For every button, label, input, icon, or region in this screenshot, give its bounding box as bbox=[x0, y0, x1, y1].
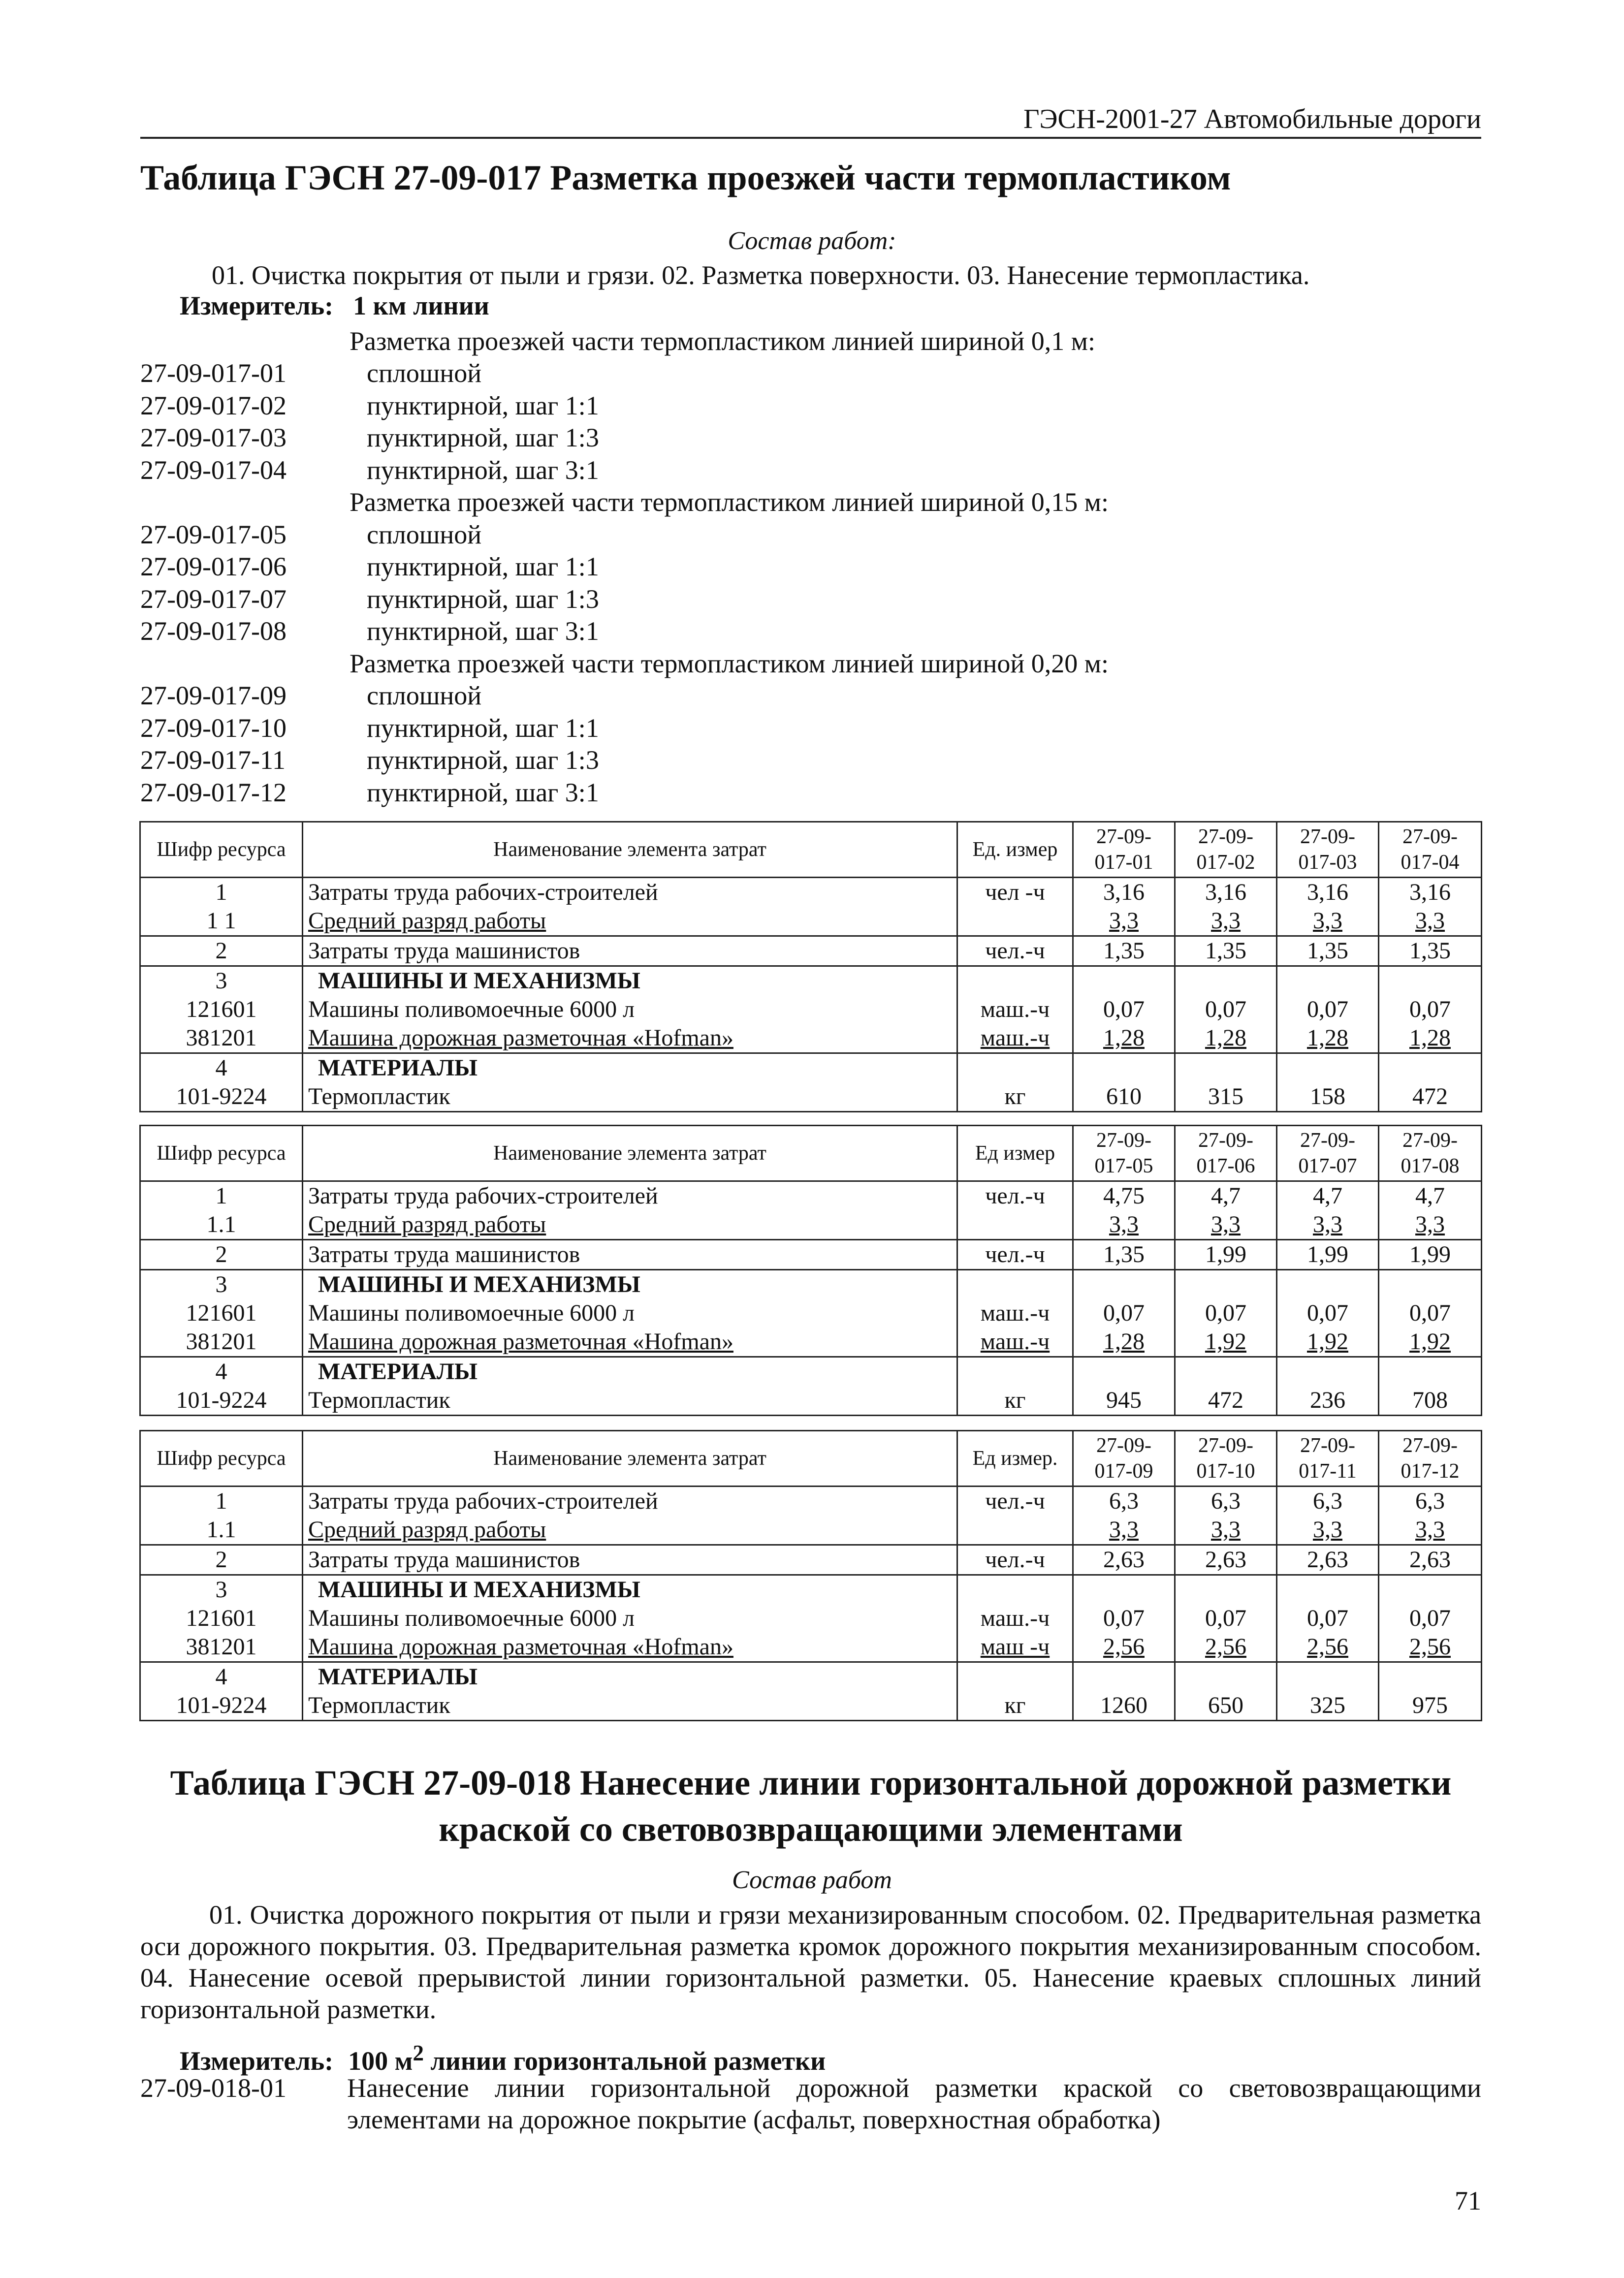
cell-cipher: 3 bbox=[140, 966, 303, 996]
cell-value: 3,3 bbox=[1277, 907, 1379, 936]
cell-value: 1,99 bbox=[1277, 1240, 1379, 1270]
cell-value bbox=[1175, 1575, 1277, 1605]
cell-value: 2,56 bbox=[1175, 1633, 1277, 1662]
cell-value: 1,35 bbox=[1073, 1240, 1175, 1270]
cell-value bbox=[1379, 1053, 1482, 1083]
cell-value: 236 bbox=[1277, 1386, 1379, 1416]
cell-value bbox=[1175, 966, 1277, 996]
cell-value bbox=[1379, 1662, 1482, 1692]
cell-value: 315 bbox=[1175, 1082, 1277, 1112]
cell-cipher: 1 bbox=[140, 878, 303, 907]
norm-group-heading bbox=[140, 325, 1479, 357]
cell-value: 3,3 bbox=[1175, 1516, 1277, 1545]
cell-value: 0,07 bbox=[1175, 995, 1277, 1024]
cell-value: 2,63 bbox=[1073, 1545, 1175, 1575]
cell-unit bbox=[957, 1516, 1073, 1545]
cell-value: 0,07 bbox=[1175, 1299, 1277, 1328]
cell-value: 3,16 bbox=[1175, 878, 1277, 907]
cell-value: 3,3 bbox=[1175, 907, 1277, 936]
table-row bbox=[140, 1024, 1482, 1053]
norm-code-row bbox=[140, 615, 1479, 648]
cell-value: 2,63 bbox=[1379, 1545, 1482, 1575]
cell-value: 4,7 bbox=[1379, 1181, 1482, 1211]
table-row bbox=[140, 1299, 1482, 1328]
table-row bbox=[140, 1516, 1482, 1545]
table-row bbox=[140, 1386, 1482, 1416]
table-row bbox=[140, 1210, 1482, 1240]
cell-value bbox=[1277, 1662, 1379, 1692]
norm-code: 27-09-017-04 bbox=[140, 455, 287, 485]
cell-value: 1,28 bbox=[1073, 1328, 1175, 1357]
cell-cipher: 3 bbox=[140, 1270, 303, 1299]
cell-value: 3,16 bbox=[1073, 878, 1175, 907]
cell-cipher: 2 bbox=[140, 1545, 303, 1575]
works-heading-2: Состав работ bbox=[732, 1866, 892, 1894]
cell-value: 3,3 bbox=[1379, 1516, 1482, 1545]
cell-cipher: 1.1 bbox=[140, 1210, 303, 1240]
cell-value bbox=[1379, 966, 1482, 996]
cell-name: Средний разряд работы bbox=[303, 1516, 957, 1545]
cell-value: 1,92 bbox=[1379, 1328, 1482, 1357]
norm-description: сплошной bbox=[367, 358, 482, 388]
cell-value: 0,07 bbox=[1379, 995, 1482, 1024]
cell-name: Затраты труда рабочих-строителей bbox=[303, 878, 957, 907]
cell-cipher: 2 bbox=[140, 936, 303, 966]
cell-value: 3,16 bbox=[1277, 878, 1379, 907]
measure-label-2: Измеритель: bbox=[180, 2046, 334, 2076]
cell-value: 1,35 bbox=[1073, 936, 1175, 966]
cell-unit: чел.-ч bbox=[957, 1181, 1073, 1211]
table-row bbox=[140, 1691, 1482, 1721]
cell-value bbox=[1073, 1270, 1175, 1299]
table-row bbox=[140, 995, 1482, 1024]
header-norm-code: 27-09- 017-04 bbox=[1379, 822, 1482, 878]
table-row bbox=[140, 1575, 1482, 1605]
cell-name: МАШИНЫ И МЕХАНИЗМЫ bbox=[303, 1575, 957, 1605]
cell-value: 0,07 bbox=[1277, 1604, 1379, 1633]
header-unit: Ед. измер bbox=[957, 822, 1073, 878]
cell-value bbox=[1073, 1357, 1175, 1387]
cell-value: 0,07 bbox=[1073, 1299, 1175, 1328]
page-number: 71 bbox=[1455, 2186, 1481, 2215]
norm-group-heading bbox=[140, 486, 1479, 519]
cell-unit: маш -ч bbox=[957, 1633, 1073, 1662]
cell-value bbox=[1379, 1575, 1482, 1605]
cell-cipher: 101-9224 bbox=[140, 1691, 303, 1721]
header-norm-code: 27-09- 017-02 bbox=[1175, 822, 1277, 878]
cell-value: 0,07 bbox=[1175, 1604, 1277, 1633]
cell-name: Машина дорожная разметочная «Hofman» bbox=[303, 1633, 957, 1662]
header-norm-code: 27-09- 017-06 bbox=[1175, 1126, 1277, 1181]
cell-unit bbox=[957, 1270, 1073, 1299]
table-header-row bbox=[140, 822, 1482, 878]
table-row bbox=[140, 966, 1482, 996]
table-title-27-09-017: Таблица ГЭСН 27-09-017 Разметка проезжей части термопластиком bbox=[140, 158, 1231, 197]
cell-value: 472 bbox=[1175, 1386, 1277, 1416]
cell-value: 0,07 bbox=[1379, 1604, 1482, 1633]
cell-name: Машины поливомоечные 6000 л bbox=[303, 1604, 957, 1633]
table-row bbox=[140, 936, 1482, 966]
cell-value bbox=[1277, 1053, 1379, 1083]
resource-table-3 bbox=[139, 1430, 1482, 1721]
cell-name: Средний разряд работы bbox=[303, 907, 957, 936]
table-title-27-09-018: Таблица ГЭСН 27-09-018 Нанесение линии горизонтальной дорожной разметки краской со световозвращающими элементами bbox=[170, 1763, 1452, 1849]
cell-unit bbox=[957, 907, 1073, 936]
norm-description: пунктирной, шаг 1:1 bbox=[367, 552, 599, 582]
norm-code-row bbox=[140, 389, 1479, 422]
norm-code-row bbox=[140, 454, 1479, 486]
header-unit: Ед измер bbox=[957, 1126, 1073, 1181]
norm-code: 27-09-017-01 bbox=[140, 358, 287, 388]
header-cipher: Шифр ресурса bbox=[140, 1431, 303, 1487]
cell-name: Машины поливомоечные 6000 л bbox=[303, 995, 957, 1024]
norm-code: 27-09-017-06 bbox=[140, 552, 287, 582]
norm-code: 27-09-017-02 bbox=[140, 390, 287, 420]
norm-description: сплошной bbox=[367, 519, 482, 549]
norm-code: 27-09-017-11 bbox=[140, 745, 286, 775]
norm-item-27-09-018-01 bbox=[140, 2072, 1481, 2135]
cell-name: МАШИНЫ И МЕХАНИЗМЫ bbox=[303, 966, 957, 996]
norm-description: пунктирной, шаг 3:1 bbox=[367, 616, 599, 646]
cell-unit: кг bbox=[957, 1386, 1073, 1416]
cell-name: Термопластик bbox=[303, 1386, 957, 1416]
cell-value: 0,07 bbox=[1073, 995, 1175, 1024]
cell-value: 3,3 bbox=[1277, 1516, 1379, 1545]
header-norm-code: 27-09- 017-09 bbox=[1073, 1431, 1175, 1487]
cell-value bbox=[1175, 1053, 1277, 1083]
cell-value: 3,3 bbox=[1379, 1210, 1482, 1240]
table-header-row bbox=[140, 1126, 1482, 1181]
cell-value: 0,07 bbox=[1277, 1299, 1379, 1328]
norm-code-row bbox=[140, 583, 1479, 615]
table-row bbox=[140, 1662, 1482, 1692]
cell-value: 1,35 bbox=[1379, 936, 1482, 966]
cell-cipher: 101-9224 bbox=[140, 1386, 303, 1416]
cell-unit: кг bbox=[957, 1082, 1073, 1112]
cell-cipher: 381201 bbox=[140, 1328, 303, 1357]
cell-cipher: 1 bbox=[140, 1181, 303, 1211]
norm-description: Нанесение линии горизонтальной дорожной разметки краской со световозвращающими элементами на дорожное покрытие (асфальт, поверхностная обработка) bbox=[347, 2073, 1481, 2134]
cell-value: 1,92 bbox=[1175, 1328, 1277, 1357]
cell-value bbox=[1379, 1270, 1482, 1299]
norm-code-row bbox=[140, 551, 1479, 583]
norm-code-row bbox=[140, 712, 1479, 744]
cell-value bbox=[1175, 1270, 1277, 1299]
cell-value bbox=[1277, 1357, 1379, 1387]
cell-unit: чел -ч bbox=[957, 878, 1073, 907]
header-norm-code: 27-09- 017-05 bbox=[1073, 1126, 1175, 1181]
cell-value bbox=[1073, 966, 1175, 996]
cell-unit bbox=[957, 1357, 1073, 1387]
norm-code-row bbox=[140, 680, 1479, 712]
cell-value: 610 bbox=[1073, 1082, 1175, 1112]
header-norm-code: 27-09- 017-01 bbox=[1073, 822, 1175, 878]
cell-value: 2,56 bbox=[1277, 1633, 1379, 1662]
works-description: 01. Очистка покрытия от пыли и грязи. 02. Разметка поверхности. 03. Нанесение термопластика. bbox=[212, 260, 1310, 290]
cell-unit: маш.-ч bbox=[957, 1024, 1073, 1053]
works-heading: Состав работ: bbox=[728, 227, 896, 255]
cell-cipher: 4 bbox=[140, 1053, 303, 1083]
cell-value bbox=[1175, 1357, 1277, 1387]
cell-cipher: 121601 bbox=[140, 995, 303, 1024]
cell-value: 472 bbox=[1379, 1082, 1482, 1112]
cell-value: 2,63 bbox=[1175, 1545, 1277, 1575]
table-row bbox=[140, 1328, 1482, 1357]
cell-value: 650 bbox=[1175, 1691, 1277, 1721]
cell-value: 0,07 bbox=[1073, 1604, 1175, 1633]
header-cipher: Шифр ресурса bbox=[140, 1126, 303, 1181]
norm-description: пунктирной, шаг 3:1 bbox=[367, 777, 599, 807]
cell-name: Термопластик bbox=[303, 1691, 957, 1721]
table-row bbox=[140, 1633, 1482, 1662]
table-row bbox=[140, 1604, 1482, 1633]
header-unit: Ед измер. bbox=[957, 1431, 1073, 1487]
cell-unit: чел.-ч bbox=[957, 1545, 1073, 1575]
norm-group-heading bbox=[140, 647, 1479, 680]
cell-unit: маш.-ч bbox=[957, 995, 1073, 1024]
norm-description: пунктирной, шаг 3:1 bbox=[367, 455, 599, 485]
cell-value: 0,07 bbox=[1379, 1299, 1482, 1328]
cell-unit: кг bbox=[957, 1691, 1073, 1721]
cell-value: 1,28 bbox=[1277, 1024, 1379, 1053]
measure-value-2: 100 $м^2$ линии горизонтальной разметки bbox=[348, 2041, 826, 2076]
header-norm-code: 27-09- 017-12 bbox=[1379, 1431, 1482, 1487]
norm-code: 27-09-017-10 bbox=[140, 713, 287, 743]
cell-value: 1,99 bbox=[1379, 1240, 1482, 1270]
cell-unit: чел.-ч bbox=[957, 936, 1073, 966]
header-name: Наименование элемента затрат bbox=[303, 1126, 957, 1181]
cell-unit: маш.-ч bbox=[957, 1604, 1073, 1633]
cell-value: 1,28 bbox=[1073, 1024, 1175, 1053]
cell-cipher: 4 bbox=[140, 1357, 303, 1387]
cell-name: Затраты труда машинистов bbox=[303, 1545, 957, 1575]
table-row bbox=[140, 907, 1482, 936]
header-name: Наименование элемента затрат bbox=[303, 1431, 957, 1487]
cell-unit: маш.-ч bbox=[957, 1299, 1073, 1328]
norm-description: пунктирной, шаг 1:3 bbox=[367, 745, 599, 775]
resource-table-2 bbox=[139, 1125, 1482, 1416]
table-row bbox=[140, 1487, 1482, 1516]
table-row bbox=[140, 878, 1482, 907]
cell-value: 4,75 bbox=[1073, 1181, 1175, 1211]
cell-value bbox=[1277, 1270, 1379, 1299]
cell-name: Средний разряд работы bbox=[303, 1210, 957, 1240]
cell-cipher: 3 bbox=[140, 1575, 303, 1605]
cell-cipher: 381201 bbox=[140, 1633, 303, 1662]
cell-name: МАШИНЫ И МЕХАНИЗМЫ bbox=[303, 1270, 957, 1299]
cell-name: Затраты труда рабочих-строителей bbox=[303, 1487, 957, 1516]
norm-code: 27-09-017-12 bbox=[140, 777, 287, 807]
cell-cipher: 101-9224 bbox=[140, 1082, 303, 1112]
norm-code: 27-09-017-03 bbox=[140, 423, 287, 453]
cell-name: Затраты труда машинистов bbox=[303, 936, 957, 966]
table-row bbox=[140, 1082, 1482, 1112]
cell-name: Машины поливомоечные 6000 л bbox=[303, 1299, 957, 1328]
norm-description: пунктирной, шаг 1:3 bbox=[367, 423, 599, 453]
running-header: ГЭСН-2001-27 Автомобильные дороги bbox=[1023, 104, 1481, 134]
cell-unit: маш.-ч bbox=[957, 1328, 1073, 1357]
table-row bbox=[140, 1181, 1482, 1211]
norm-code-row bbox=[140, 357, 1479, 390]
cell-unit bbox=[957, 1053, 1073, 1083]
group-heading-text: Разметка проезжей части термопластиком линией шириной 0,20 м: bbox=[350, 648, 1109, 678]
cell-cipher: 1 bbox=[140, 1487, 303, 1516]
cell-cipher: 4 bbox=[140, 1662, 303, 1692]
cell-value: 325 bbox=[1277, 1691, 1379, 1721]
cell-value: 2,56 bbox=[1379, 1633, 1482, 1662]
cell-value: 3,16 bbox=[1379, 878, 1482, 907]
measure-value: 1 км линии bbox=[353, 291, 489, 320]
header-name: Наименование элемента затрат bbox=[303, 822, 957, 878]
cell-value: 2,63 bbox=[1277, 1545, 1379, 1575]
norm-code: 27-09-017-08 bbox=[140, 616, 287, 646]
cell-name: Машина дорожная разметочная «Hofman» bbox=[303, 1024, 957, 1053]
cell-value: 1,35 bbox=[1175, 936, 1277, 966]
cell-value: 3,3 bbox=[1073, 1516, 1175, 1545]
cell-value: 6,3 bbox=[1073, 1487, 1175, 1516]
header-norm-code: 27-09- 017-08 bbox=[1379, 1126, 1482, 1181]
cell-value: 1,28 bbox=[1379, 1024, 1482, 1053]
group-heading-text: Разметка проезжей части термопластиком линией шириной 0,15 м: bbox=[350, 487, 1109, 517]
measure-line-2 bbox=[180, 2040, 826, 2076]
norm-code-row bbox=[140, 744, 1479, 777]
header-norm-code: 27-09- 017-03 bbox=[1277, 822, 1379, 878]
cell-value: 4,7 bbox=[1277, 1181, 1379, 1211]
group-heading-text: Разметка проезжей части термопластиком линией шириной 0,1 м: bbox=[350, 326, 1095, 356]
table-header-row bbox=[140, 1431, 1482, 1487]
cell-value: 6,3 bbox=[1379, 1487, 1482, 1516]
table-row bbox=[140, 1545, 1482, 1575]
norm-code-row bbox=[140, 422, 1479, 454]
table-row bbox=[140, 1270, 1482, 1299]
cell-cipher: 2 bbox=[140, 1240, 303, 1270]
cell-value: 708 bbox=[1379, 1386, 1482, 1416]
norm-description: пунктирной, шаг 1:3 bbox=[367, 584, 599, 614]
cell-value: 3,3 bbox=[1073, 907, 1175, 936]
header-norm-code: 27-09- 017-11 bbox=[1277, 1431, 1379, 1487]
cell-unit: чел.-ч bbox=[957, 1240, 1073, 1270]
norm-code: 27-09-018-01 bbox=[140, 2073, 287, 2103]
cell-unit bbox=[957, 1662, 1073, 1692]
norm-description: пунктирной, шаг 1:1 bbox=[367, 390, 599, 420]
cell-cipher: 1 1 bbox=[140, 907, 303, 936]
cell-name: Затраты труда рабочих-строителей bbox=[303, 1181, 957, 1211]
measure-label: Измеритель: bbox=[180, 291, 334, 320]
cell-value: 1,92 bbox=[1277, 1328, 1379, 1357]
cell-cipher: 1.1 bbox=[140, 1516, 303, 1545]
cell-value bbox=[1277, 966, 1379, 996]
header-cipher: Шифр ресурса bbox=[140, 822, 303, 878]
cell-cipher: 121601 bbox=[140, 1604, 303, 1633]
norm-code: 27-09-017-09 bbox=[140, 681, 287, 711]
norm-description: пунктирной, шаг 1:1 bbox=[367, 713, 599, 743]
cell-name: Затраты труда машинистов bbox=[303, 1240, 957, 1270]
cell-name: МАТЕРИАЛЫ bbox=[303, 1053, 957, 1083]
table-row bbox=[140, 1357, 1482, 1387]
cell-unit: чел.-ч bbox=[957, 1487, 1073, 1516]
cell-value: 6,3 bbox=[1277, 1487, 1379, 1516]
cell-value: 2,56 bbox=[1073, 1633, 1175, 1662]
cell-value: 1,35 bbox=[1277, 936, 1379, 966]
cell-value: 3,3 bbox=[1175, 1210, 1277, 1240]
header-norm-code: 27-09- 017-10 bbox=[1175, 1431, 1277, 1487]
cell-value: 975 bbox=[1379, 1691, 1482, 1721]
cell-name: Термопластик bbox=[303, 1082, 957, 1112]
cell-cipher: 381201 bbox=[140, 1024, 303, 1053]
cell-unit bbox=[957, 1210, 1073, 1240]
measure-line bbox=[180, 290, 489, 321]
cell-value bbox=[1379, 1357, 1482, 1387]
cell-value bbox=[1073, 1575, 1175, 1605]
resource-table-1 bbox=[139, 821, 1482, 1112]
cell-value bbox=[1073, 1662, 1175, 1692]
norm-code-list bbox=[140, 325, 1479, 809]
cell-name: МАТЕРИАЛЫ bbox=[303, 1357, 957, 1387]
cell-value bbox=[1073, 1053, 1175, 1083]
header-rule bbox=[140, 137, 1481, 139]
norm-code: 27-09-017-05 bbox=[140, 519, 287, 549]
cell-value bbox=[1277, 1575, 1379, 1605]
norm-code: 27-09-017-07 bbox=[140, 584, 287, 614]
cell-value: 158 bbox=[1277, 1082, 1379, 1112]
table-row bbox=[140, 1053, 1482, 1083]
cell-value: 3,3 bbox=[1277, 1210, 1379, 1240]
cell-name: МАТЕРИАЛЫ bbox=[303, 1662, 957, 1692]
cell-unit bbox=[957, 1575, 1073, 1605]
cell-value: 1,28 bbox=[1175, 1024, 1277, 1053]
cell-value: 6,3 bbox=[1175, 1487, 1277, 1516]
header-norm-code: 27-09- 017-07 bbox=[1277, 1126, 1379, 1181]
norm-code-row bbox=[140, 518, 1479, 551]
cell-value: 3,3 bbox=[1379, 907, 1482, 936]
cell-value: 0,07 bbox=[1277, 995, 1379, 1024]
cell-name: Машина дорожная разметочная «Hofman» bbox=[303, 1328, 957, 1357]
cell-unit bbox=[957, 966, 1073, 996]
table-row bbox=[140, 1240, 1482, 1270]
cell-value: 4,7 bbox=[1175, 1181, 1277, 1211]
cell-cipher: 121601 bbox=[140, 1299, 303, 1328]
cell-value bbox=[1175, 1662, 1277, 1692]
works-description-2: 01. Очистка дорожного покрытия от пыли и грязи механизированным способом. 02. Предварительная разметка оси дорожного покрытия. 03. Предварительная разметка кромок дорожного покрытия механизированным способом. 04. Нанесение осевой прерывистой линии горизонтальной разметки. 05. Нанесение краевых сплошных линий горизонтальной разметки. bbox=[140, 1900, 1481, 2024]
cell-value: 1260 bbox=[1073, 1691, 1175, 1721]
cell-value: 3,3 bbox=[1073, 1210, 1175, 1240]
cell-value: 945 bbox=[1073, 1386, 1175, 1416]
norm-description: сплошной bbox=[367, 681, 482, 711]
cell-value: 1,99 bbox=[1175, 1240, 1277, 1270]
norm-code-row bbox=[140, 776, 1479, 809]
